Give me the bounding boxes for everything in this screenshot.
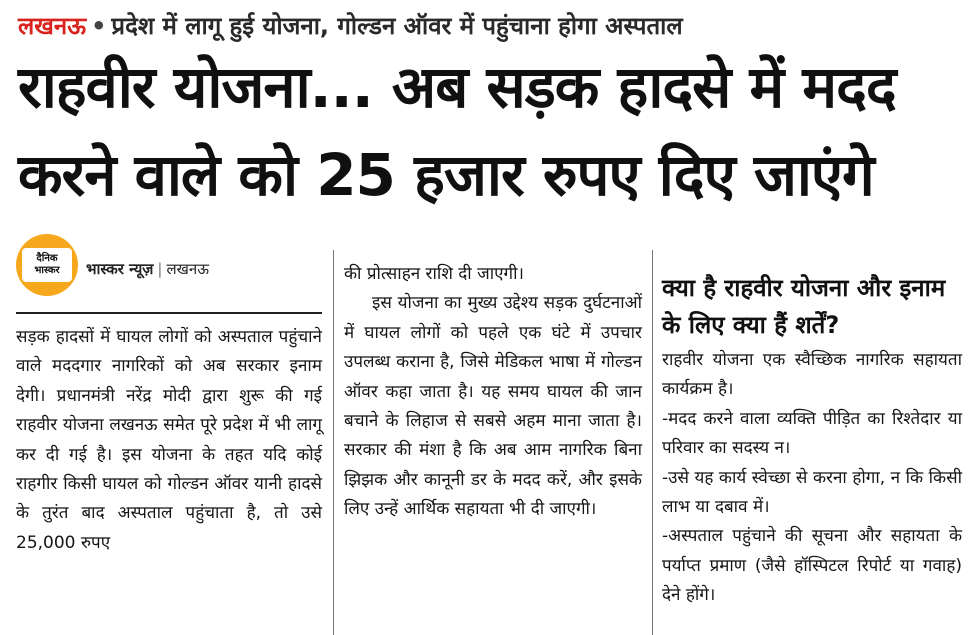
column-divider-2 <box>652 250 653 635</box>
article-column-1 <box>16 323 322 558</box>
column2-paragraph-1: की प्रोत्साहन राशि दी जाएगी। <box>344 264 524 284</box>
logo-line-2: भास्कर <box>34 265 60 276</box>
column1-paragraph: सड़क हादसों में घायल लोगों को अस्पताल पहुंचाने वाले मददगार नागरिकों को अब सरकार इनाम देगी। प्रधानमंत्री नरेंद्र मोदी द्वारा शुरू की गई राहवीर योजना लखनऊ समेत पूरे प्रदेश में भी लागू कर दी गई है। इस योजना के तहत यदि कोई राहगीर किसी घायल को गोल्डन ऑवर यानी हादसे के तुरंत बाद अस्पताल पहुंचाता है, तो उसे 25,000 रुपए <box>16 327 322 553</box>
headline-line-2: करने वाले को 25 हजार रुपए दिए जाएंगे <box>18 141 874 209</box>
deck-line: प्रदेश में लागू हुई योजना, गोल्डन ऑवर में पहुंचाना होगा अस्पताल <box>111 12 683 40</box>
sidebar-point-2: -उसे यह कार्य स्वेच्छा से करना होगा, न कि किसी लाभ या दबाव में। <box>662 467 962 518</box>
headline-line-1: राहवीर योजना... अब सड़क हादसे में मदद <box>18 53 896 121</box>
column-divider-1 <box>333 250 334 635</box>
dainik-bhaskar-logo <box>16 234 78 296</box>
sidebar-point-3: -अस्पताल पहुंचाने की सूचना और सहायता के पर्याप्त प्रमाण (जैसे हॉस्पिटल रिपोर्ट या गवाह) देने होंगे। <box>662 526 962 606</box>
sidebar-title: क्या है राहवीर योजना और इनाम के लिए क्या हैं शर्तें? <box>662 274 946 339</box>
bullet-separator: • <box>91 12 107 40</box>
logo-wordmark <box>22 248 72 282</box>
sidebar-intro: राहवीर योजना एक स्वैच्छिक नागरिक सहायता कार्यक्रम है। <box>662 350 962 400</box>
byline-rule <box>16 312 322 314</box>
column2-paragraph-2: इस योजना का मुख्य उद्देश्य सड़क दुर्घटनाओं में घायल लोगों को पहले एक घंटे में उपचार उपलब्ध कराना है, जिसे मेडिकल भाषा में गोल्डन ऑवर कहा जाता है। यह समय घायल की जान बचाने के लिहाज से सबसे अहम माना जाता है। सरकार की मंशा है कि अब आम नागरिक बिना झिझक और कानूनी डर के मदद करें, और इसके लिए उन्हें आर्थिक सहायता भी दी जाएगी। <box>344 293 642 520</box>
top-line <box>18 6 962 46</box>
logo-line-1: दैनिक <box>36 253 58 264</box>
byline-place: लखनऊ <box>166 260 210 278</box>
location-kicker: लखनऊ <box>18 12 87 40</box>
byline-agency: भास्कर न्यूज़ <box>86 260 154 278</box>
sidebar-column <box>662 346 962 611</box>
sidebar-point-1: -मदद करने वाला व्यक्ति पीड़ित का रिश्तेदार या परिवार का सदस्य न। <box>662 408 962 459</box>
byline <box>86 258 209 280</box>
byline-separator: | <box>157 260 163 278</box>
article-column-2 <box>344 260 642 525</box>
